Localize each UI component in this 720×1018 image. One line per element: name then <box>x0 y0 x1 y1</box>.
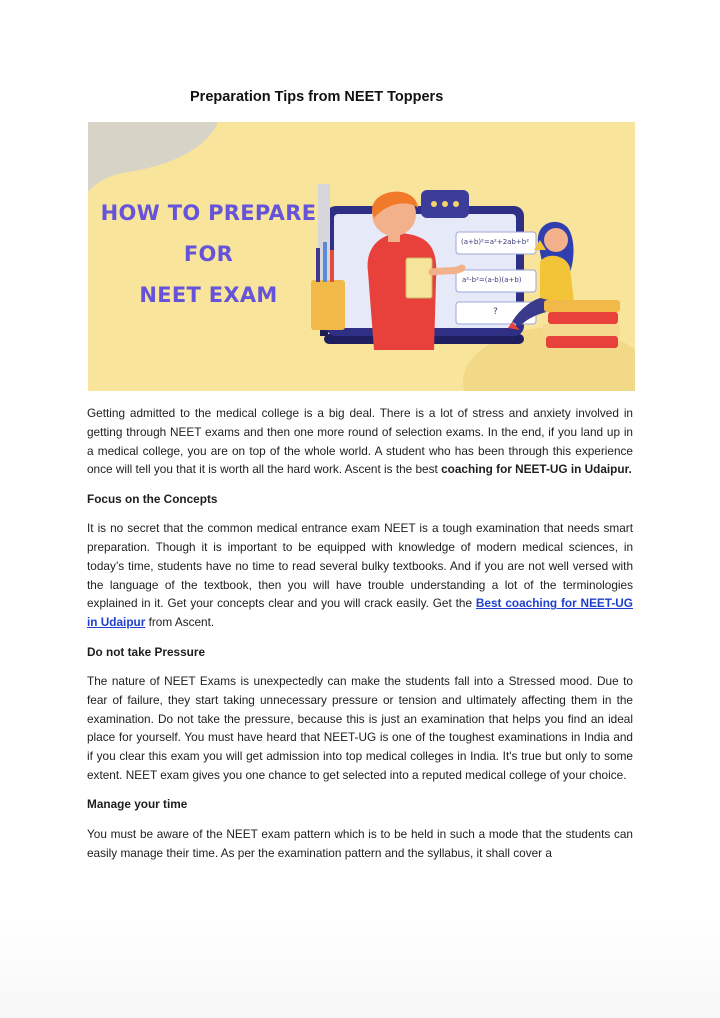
focus-concepts-text: It is no secret that the common medical entrance exam NEET is a tough examination that needs smart preparation. Though it is important to be equipped with knowledge of modern medical sciences, in today’s time, students have no time to read several bulky textbooks. And if you are not well versed with the language of the textbook, then you will have trouble understanding a lot of the terminologies explained in it. Get your concepts clear and you will crack easily. Get the <box>87 521 633 611</box>
intro-paragraph <box>87 404 633 479</box>
page-bottom-fade <box>0 915 720 1018</box>
formula-2: a²-b²=(a-b)(a+b) <box>462 276 522 284</box>
banner-image <box>88 122 635 391</box>
heading-focus-concepts: Focus on the Concepts <box>87 491 218 506</box>
intro-bold-text: coaching for NEET-UG in Udaipur. <box>441 462 632 477</box>
article-body <box>87 404 633 873</box>
corner-blob <box>88 122 218 192</box>
no-pressure-paragraph: The nature of NEET Exams is unexpectedly can make the students fall into a Stressed mood. Due to fear of failure, they start taking unnecessary pressure or tension and ultimately affecting them in the examination. Do not take the pressure, because this is just an examination that helps you find an ideal place for yourself. You must have heard that NEET-UG is one of the toughest examinations in India and if you clear this exam you will get admission into top medical colleges in India. It's true but only to some extent. NEET exam gives you one chance to get selected into a reputed medical college of your choice. <box>87 673 633 782</box>
banner-heading-line-3: NEET EXAM <box>139 283 278 307</box>
focus-concepts-paragraph <box>87 519 633 632</box>
best-coaching-link[interactable]: Best coaching for NEET-UG in Udaipur <box>87 596 633 630</box>
banner-heading-line-2: FOR <box>183 242 234 266</box>
focus-concepts-tail: from Ascent. <box>145 615 215 630</box>
heading-manage-time: Manage your time <box>87 797 188 812</box>
intro-text: Getting admitted to the medical college is a big deal. There is a lot of stress and anxiety involved in getting through NEET exams and then one more round of selection exams. In the end, if you land up in a medical college, you are on top of the whole world. A student who has been through this experience once will tell you that it is worth all the hard work. Ascent is the best <box>87 406 633 477</box>
banner-heading-line-1: HOW TO PREPARE <box>100 201 317 225</box>
formula-1: (a+b)²=a²+2ab+b² <box>461 238 529 246</box>
manage-time-paragraph: You must be aware of the NEET exam pattern which is to be held in such a mode that the students can easily manage their time. As per the examination pattern and the syllabus, it shall cover a <box>87 826 633 860</box>
formula-3: ? <box>493 307 498 317</box>
book <box>406 258 432 298</box>
heading-no-pressure: Do not take Pressure <box>87 644 206 659</box>
page-title: Preparation Tips from NEET Toppers <box>190 89 444 105</box>
